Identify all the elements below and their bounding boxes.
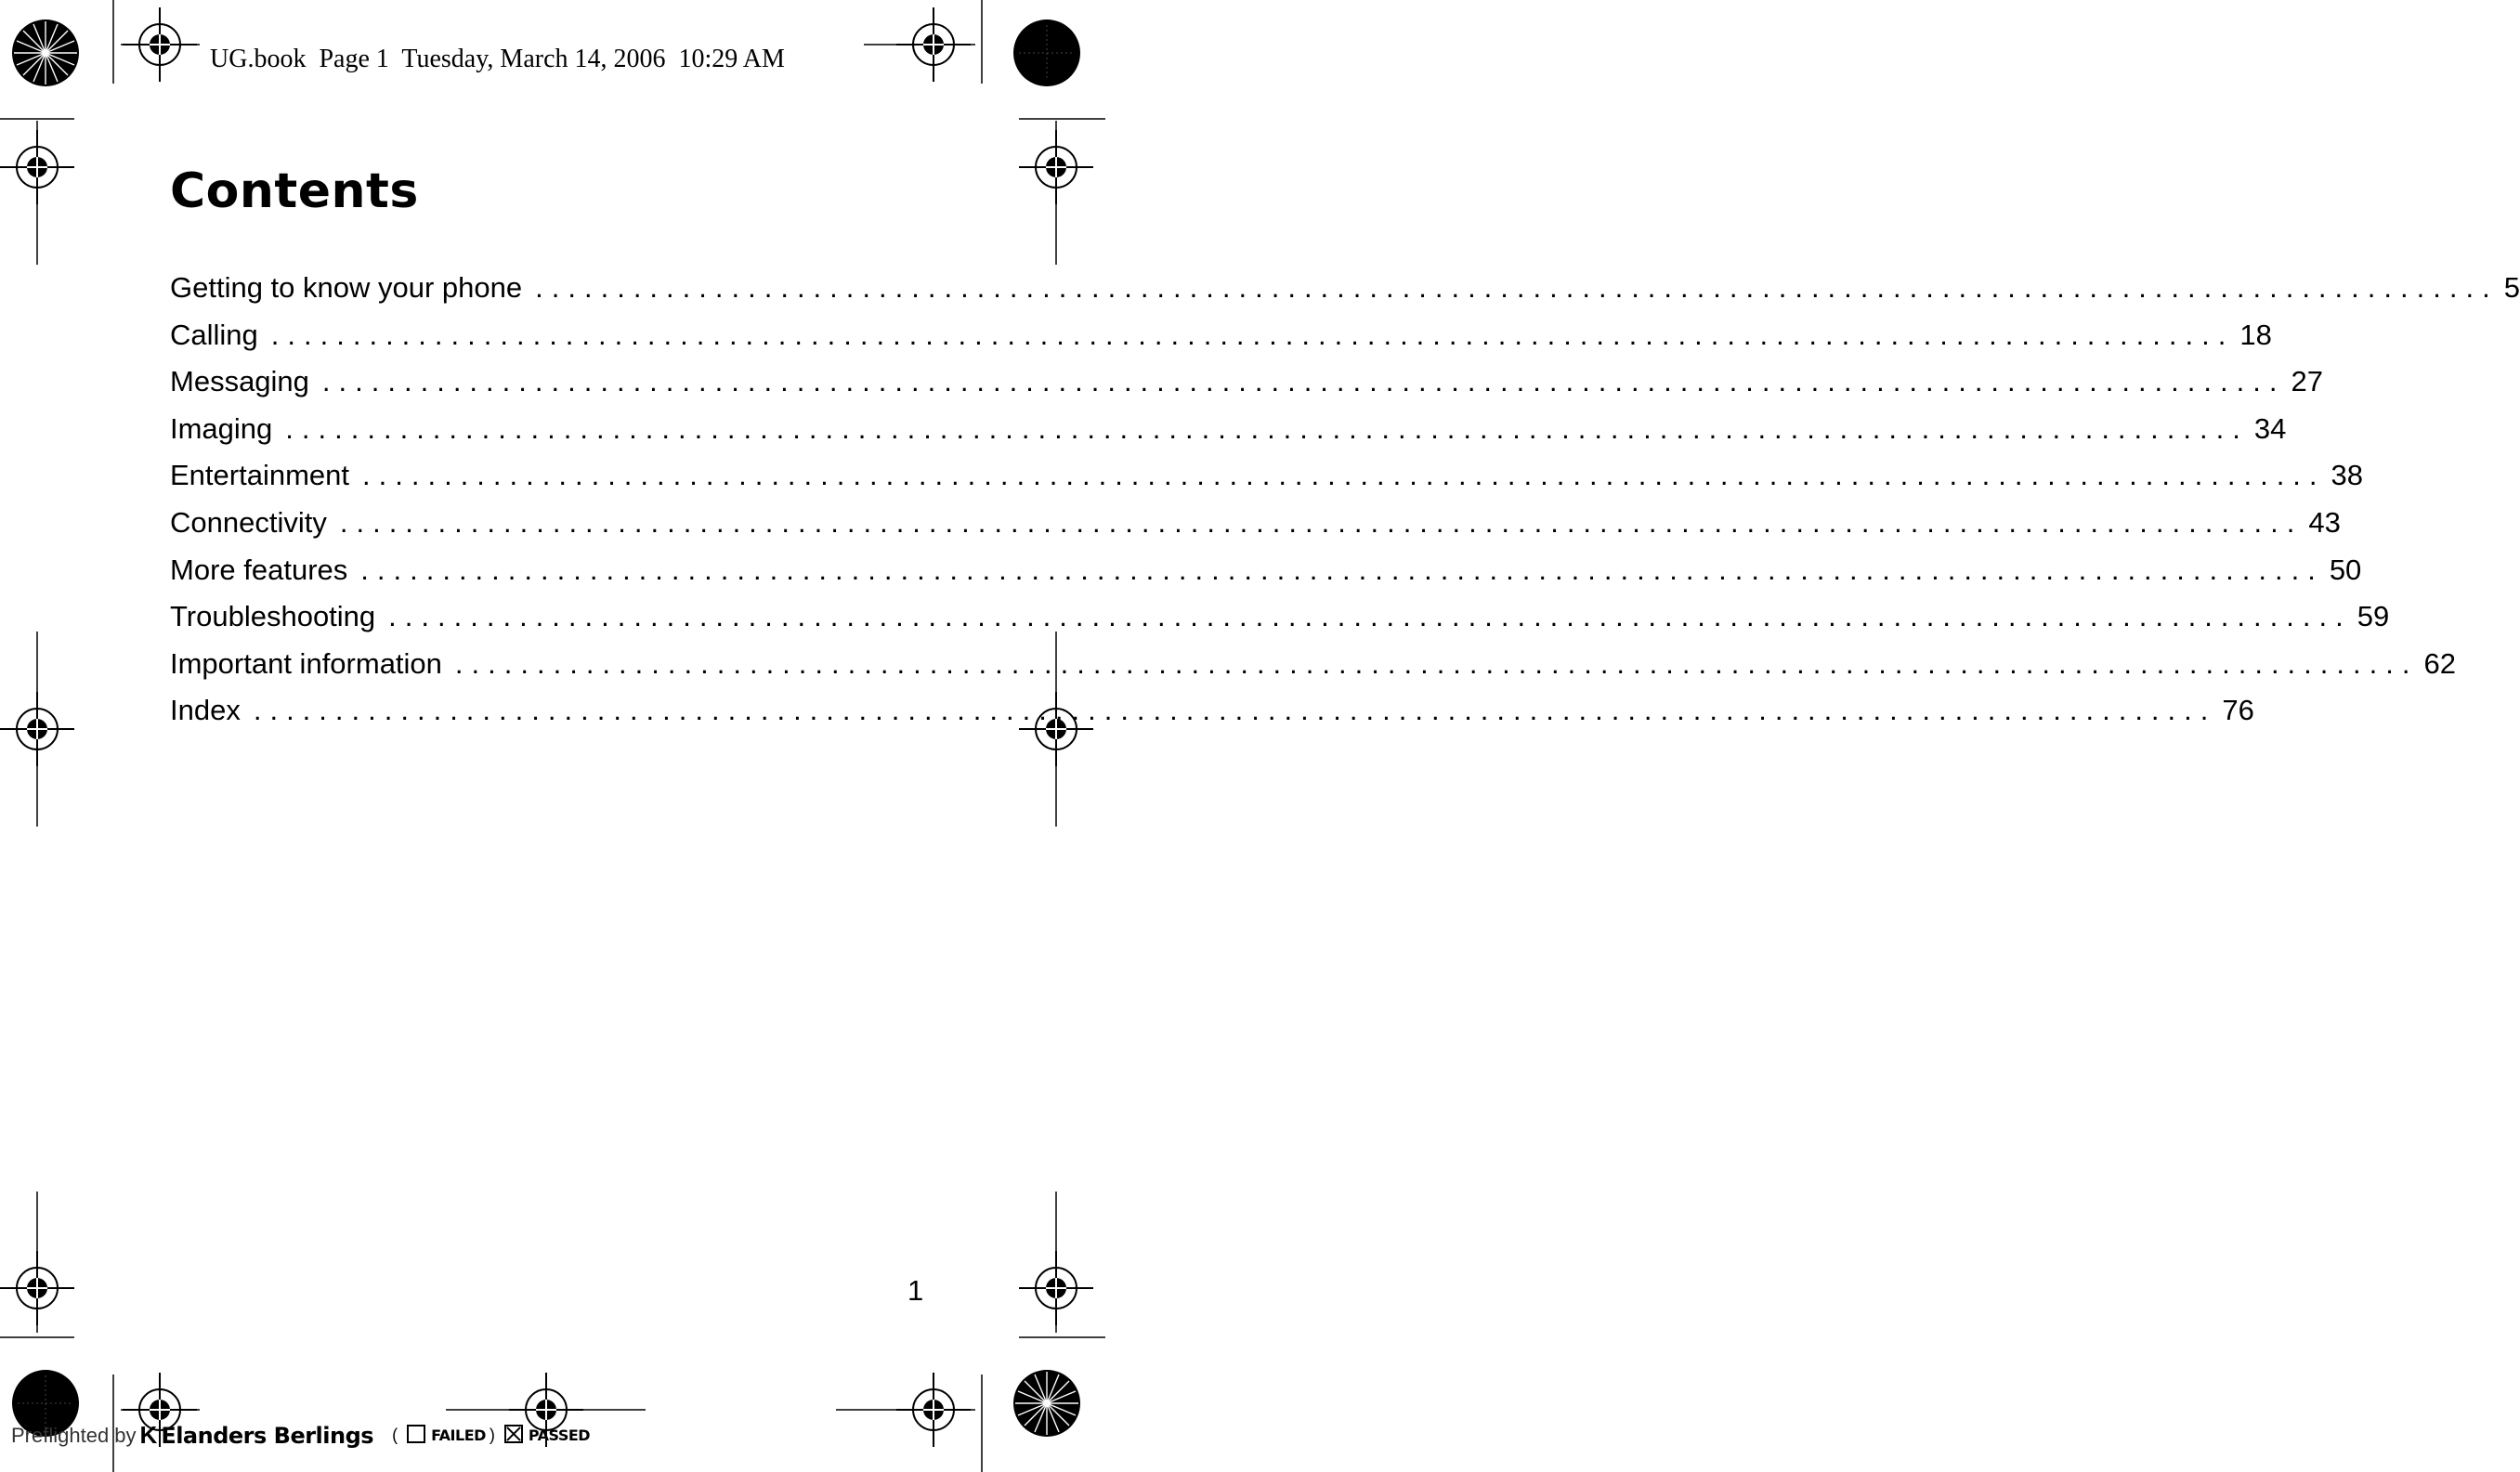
toc-entry (170, 406, 2287, 453)
dot-leader: ........................................................................................................................ (388, 600, 2352, 633)
dot-leader: ........................................................................................................................ (360, 553, 2324, 586)
dot-leader: ........................................................................................................................ (339, 505, 2304, 539)
dot-leader: ........................................................................................................................ (285, 411, 2249, 445)
failed-checkbox-icon (407, 1425, 425, 1443)
toc-entry-page: 50 (2329, 553, 2362, 586)
brand-logo-icon: K (139, 1421, 158, 1449)
toc-entry (170, 452, 2364, 500)
toc-entry-label: Index (170, 694, 241, 727)
preflight-label: Preflighted by (11, 1423, 137, 1447)
preflight-brand: Elanders Berlings (161, 1422, 374, 1449)
failed-label: FAILED (431, 1426, 486, 1444)
toc-entry (170, 641, 2456, 688)
toc-entry-label: More features (170, 553, 348, 586)
toc-entry-label: Entertainment (170, 459, 349, 492)
preflight-stamp: Preflighted by K Elanders Berlings ( FAILED ) PASSED (11, 1421, 591, 1449)
toc-entry-page: 34 (2253, 411, 2287, 445)
toc-entry-label: Troubleshooting (170, 600, 376, 633)
dot-leader: ........................................................................................................................ (454, 646, 2419, 680)
toc-entry (170, 687, 2254, 735)
toc-entry (170, 547, 2362, 594)
toc-entry (170, 358, 2323, 406)
dot-leader: ........................................................................................................................ (362, 459, 2326, 492)
table-of-contents (170, 265, 2520, 735)
dot-leader: ........................................................................................................................ (535, 271, 2499, 304)
toc-entry (170, 500, 2341, 547)
toc-entry-label: Imaging (170, 411, 273, 445)
page-number: 1 (907, 1274, 924, 1307)
toc-entry (170, 312, 2272, 359)
toc-entry-label: Messaging (170, 365, 309, 398)
toc-entry-page: 5 (2503, 271, 2520, 304)
toc-entry-page: 62 (2423, 646, 2456, 680)
passed-label: PASSED (528, 1426, 591, 1444)
toc-entry (170, 593, 2390, 641)
print-slug: UG.book Page 1 Tuesday, March 14, 2006 10:29 AM (210, 45, 785, 73)
toc-entry-page: 59 (2357, 600, 2390, 633)
toc-entry-label: Connectivity (170, 505, 327, 539)
toc-entry-label: Getting to know your phone (170, 271, 523, 304)
dot-leader: ........................................................................................................................ (270, 318, 2235, 351)
toc-entry-page: 43 (2308, 505, 2341, 539)
passed-checkbox-icon (504, 1425, 523, 1443)
toc-entry-page: 38 (2331, 459, 2364, 492)
toc-entry-page: 76 (2222, 694, 2254, 727)
dot-leader: ........................................................................................................................ (253, 694, 2217, 727)
toc-entry (170, 265, 2520, 312)
toc-entry-label: Calling (170, 318, 258, 351)
toc-entry-label: Important information (170, 646, 442, 680)
dot-leader: ........................................................................................................................ (321, 365, 2286, 398)
printer-marks (0, 0, 1105, 1472)
toc-entry-page: 27 (2291, 365, 2323, 398)
page-title: Contents (170, 163, 419, 219)
toc-entry-page: 18 (2239, 318, 2272, 351)
